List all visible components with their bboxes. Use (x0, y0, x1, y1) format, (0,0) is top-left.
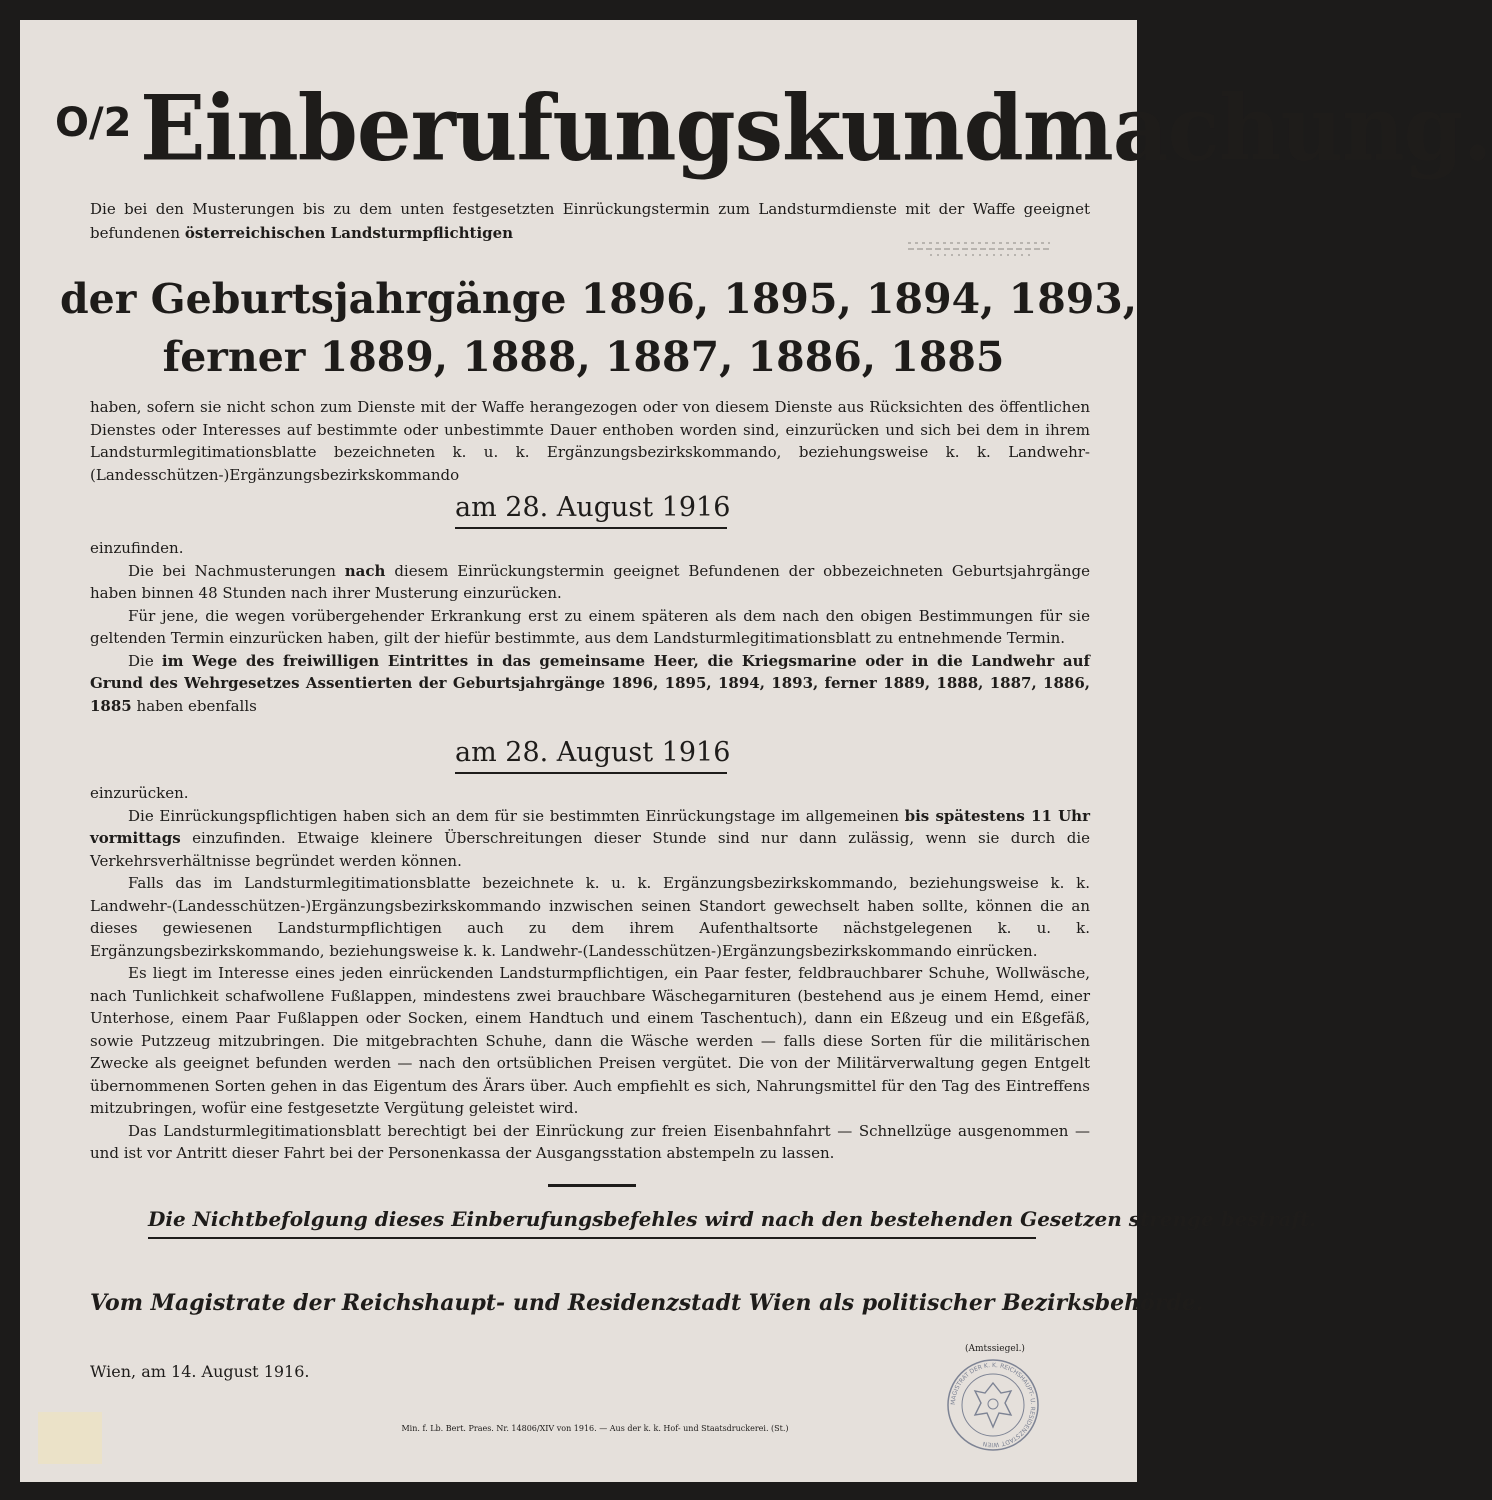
nach-text-bold: nach (344, 561, 386, 580)
printer-footer: Min. f. Lb. Bert. Praes. Nr. 14806/XIV von 1916. — Aus der k. k. Hof- und Staatsdruckerei. (St.) (401, 1424, 789, 1433)
ausruestung-paragraph: Es liegt im Interesse eines jeden einrückenden Landsturmpflichtigen, ein Paar fester, feldbrauchbarer Schuhe, Wollwäsche, nach Tunlichkeit schafwollene Fußlappen, mindestens zwei brauchbare Wäschegarnituren (bestehend aus je einem Hemd, einer Unterhose, einem Paar Fußlappen oder Socken, einem Handtuch und einem Taschentuch), dann ein Eßzeug und ein Eßgefäß, sowie Putzzeug mitzubringen. Die mitgebrachten Schuhe, dann die Wäsche werden — falls diese Sorten für die militärischen Zwecke als geeignet befunden werden — nach den ortsüblichen Preisen vergütet. Die von der Militärverwaltung gegen Entgelt übernommenen Sorten gehen in das Eigentum des Ärars über. Auch empfiehlt es sich, Nahrungsmittel für den Tag des Eintreffens mitzubringen, wofür eine festgesetzte Vergütung geleistet wird. (90, 964, 1090, 1117)
body-paragraph-3 (90, 782, 1090, 1165)
tag-text-a: Die Einrückungspflichtigen haben sich an dem für sie bestimmten Einrückungstage im allgemeinen (128, 806, 899, 825)
page-title: Einberufungskundmachung. (140, 75, 1492, 182)
seal-caption: (Amtssiegel.) (965, 1344, 1025, 1354)
report-date-1: am 28. August 1916 (455, 492, 727, 529)
intro-line-1: Die bei den Musterungen bis zu dem unten festgesetzten Einrückungstermin zum Landsturmdienste mit der Waffe geeignet (90, 200, 1090, 218)
freiw-text-a: Die (128, 651, 154, 670)
report-date-2: am 28. August 1916 (455, 737, 727, 774)
nach-text-c: diesem Einrückungstermin geeignet Befundenen der obbezeichneten Geburtsjahrgänge haben binnen 48 Stunden nach ihrer Musterung einzurücken. (90, 561, 1090, 602)
body-text-1: haben, sofern sie nicht schon zum Dienste mit der Waffe herangezogen oder von diesem Dienste aus Rücksichten des öffentlichen Dienstes oder Interesses auf bestimmte oder unbestimmte Dauer enthoben worden sind, einzurücken und sich bei dem in ihrem Landsturmlegitimationsblatte bezeichneten k. u. k. Ergänzungsbezirkskommando, beziehungsweise k. k. Landwehr-(Landesschützen-)Ergänzungsbezirkskommando (90, 398, 1090, 484)
svg-text:MAGISTRAT DER K. K. REICHSHAUP (950, 1362, 1036, 1448)
divider (548, 1184, 636, 1187)
intro-prefix: befundenen (90, 224, 181, 242)
penalty-warning: Die Nichtbefolgung dieses Einberufungsbefehles wird nach den bestehenden Gesetzen strenge bestraft. (148, 1207, 1036, 1239)
nach-text-a: Die bei Nachmusterungen (128, 561, 336, 580)
uhrzeit-paragraph (90, 805, 1090, 873)
body-paragraph-1 (90, 396, 1090, 486)
standort-paragraph: Falls das im Landsturmlegitimationsblatte bezeichnete k. u. k. Ergänzungsbezirkskommando, beziehungsweise k. k. Landwehr-(Landesschützen-)Ergänzungsbezirkskommando inzwischen seinen Standort gewechselt haben sollte, können die an dieses gewiesenen Landsturmpflichtigen auch zu dem ihrem Aufenthaltsorte nächstgelegenen k. u. k. Ergänzungsbezirkskommando, beziehungsweise k. k. Landwehr-(Landesschützen-)Ergänzungsbezirkskommando einrücken. (90, 874, 1090, 960)
freiw-text-c: haben ebenfalls (136, 696, 257, 715)
birth-years-line-1: der Geburtsjahrgänge 1896, 1895, 1894, 1893, (60, 275, 1138, 323)
einzuruecken-text: einzurücken. (90, 784, 189, 802)
tag-text-bold: bis spätestens 11 Uhr vormittags (90, 806, 1090, 847)
erkrankung-paragraph: Für jene, die wegen vorübergehender Erkrankung erst zu einem späteren als dem nach den obigen Bestimmungen für sie geltenden Termin einzurücken haben, gilt der hiefür bestimmte, aus dem Landsturmlegitimationsblatt zu entnehmende Termin. (90, 606, 1090, 647)
nachmusterung-paragraph (90, 560, 1090, 605)
birth-years-line-2: ferner 1889, 1888, 1887, 1886, 1885 (162, 333, 1005, 381)
color-patch (38, 1412, 102, 1464)
freiwillig-paragraph (90, 650, 1090, 718)
ink-smudge-icon (900, 235, 1060, 261)
document-code: O/2 (55, 100, 132, 146)
intro-bold: österreichischen Landsturmpflichtigen (184, 224, 514, 242)
freiw-text-bold: im Wege des freiwilligen Eintrittes in das gemeinsame Heer, die Kriegsmarine oder in die Landwehr auf Grund des Wehrgesetzes Assentierten der Geburtsjahrgänge 1896, 1895, 1894, 1893, ferner 1889, 1888, 1887, 1886, 1885 (90, 651, 1090, 715)
place-and-date: Wien, am 14. August 1916. (90, 1362, 310, 1381)
eisenbahn-paragraph: Das Landsturmlegitimationsblatt berechtigt bei der Einrückung zur freien Eisenbahnfahrt — Schnellzüge ausgenommen — und ist vor Antritt dieser Fahrt bei der Personenkassa der Ausgangsstation abstempeln zu lassen. (90, 1121, 1090, 1162)
seal-text: MAGISTRAT DER K. K. REICHSHAUPT- U. RESIDENZSTADT WIEN (949, 1361, 1037, 1449)
einzufinden-text: einzufinden. (90, 539, 184, 557)
tag-text-c: einzufinden. Etwaige kleinere Überschreitungen dieser Stunde sind nur dann zulässig, wenn sie durch die Verkehrsverhältnisse begründet werden können. (90, 829, 1090, 870)
body-paragraph-2 (90, 537, 1090, 717)
issuing-authority: Vom Magistrate der Reichshaupt- und Residenzstadt Wien als politischer Bezirksbehörde. (90, 1290, 1204, 1316)
official-seal-icon (945, 1357, 1041, 1453)
